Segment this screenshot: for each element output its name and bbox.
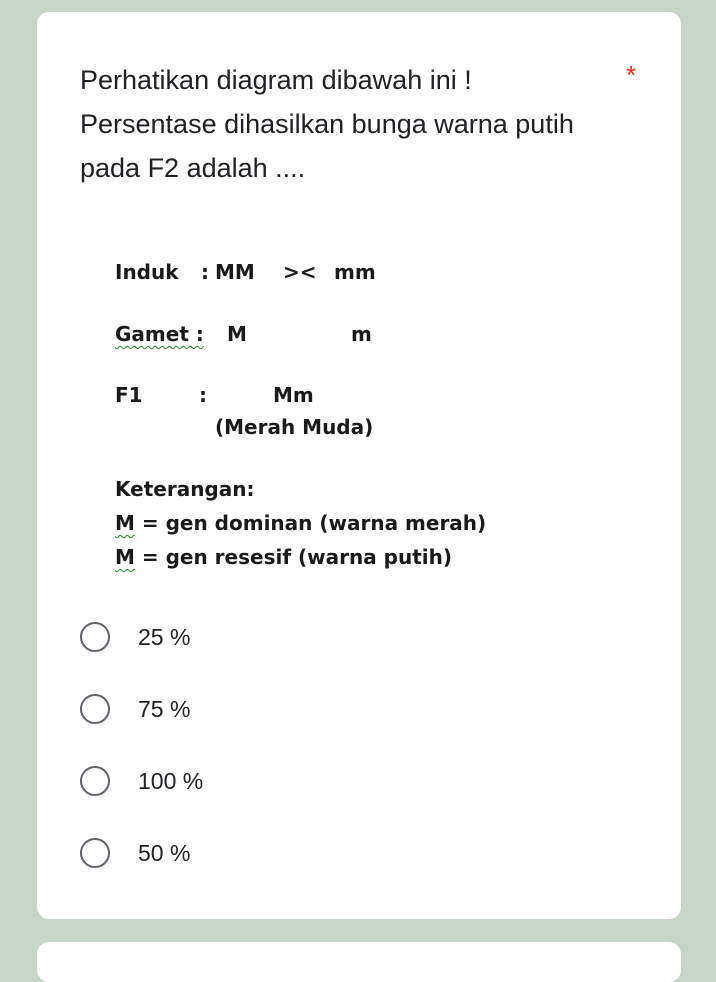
diagram-gamet-label: Gamet : (115, 322, 204, 346)
option-label: 25 % (138, 624, 191, 650)
option-25-percent[interactable] (80, 608, 480, 680)
required-asterisk: * (626, 60, 637, 90)
diagram-ket2-text: = gen resesif (warna putih) (134, 545, 453, 569)
option-100-percent[interactable] (80, 752, 480, 824)
radio-button[interactable] (80, 622, 110, 652)
option-label: 50 % (138, 840, 191, 866)
question-line-1: Perhatikan diagram dibawah ini ! (80, 65, 472, 95)
diagram-induk-parent2: mm (334, 260, 376, 284)
diagram-keterangan-line-1 (115, 511, 486, 535)
question-line-2: Persentase dihasilkan bunga warna putih (80, 109, 574, 139)
question-line-3: pada F2 adalah .... (80, 153, 306, 183)
diagram-ket1-symbol: M (115, 511, 135, 535)
diagram-f1-label: F1 (115, 383, 143, 407)
genetics-diagram-image (115, 240, 535, 580)
diagram-gamet-2: m (351, 322, 372, 346)
diagram-keterangan-title: Keterangan: (115, 477, 255, 501)
diagram-induk-label: Induk (115, 260, 179, 284)
diagram-keterangan-line-2 (115, 545, 452, 569)
diagram-ket2-symbol: M (115, 545, 135, 569)
diagram-cross-symbol: >< (283, 260, 317, 284)
radio-button[interactable] (80, 838, 110, 868)
question-title (80, 58, 610, 190)
diagram-ket1-text: = gen dominan (warna merah) (134, 511, 487, 535)
option-75-percent[interactable] (80, 680, 480, 752)
answer-options (80, 608, 480, 896)
radio-button[interactable] (80, 694, 110, 724)
option-50-percent[interactable] (80, 824, 480, 896)
diagram-f1-phenotype: (Merah Muda) (215, 415, 374, 439)
option-label: 75 % (138, 696, 191, 722)
next-question-card (37, 942, 681, 982)
diagram-gamet-1: M (227, 322, 247, 346)
radio-button[interactable] (80, 766, 110, 796)
diagram-f1-colon: : (199, 383, 207, 407)
question-card (37, 12, 681, 919)
diagram-induk-colon: : (201, 260, 209, 284)
option-label: 100 % (138, 768, 204, 794)
diagram-induk-parent1: MM (215, 260, 255, 284)
diagram-f1-genotype: Mm (273, 383, 314, 407)
